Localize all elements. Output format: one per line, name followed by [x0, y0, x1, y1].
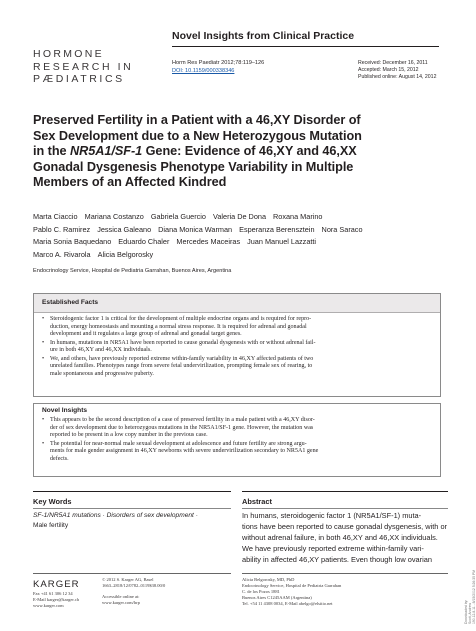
list-item-line: development and it regulates a large group of adrenal and gonadal target genes.: [50, 331, 242, 338]
novel-insights-list: [34, 417, 440, 464]
footer-rule-right: [242, 573, 448, 574]
journal-name-line3: PÆDIATRICS: [33, 73, 125, 86]
author-row: [33, 249, 370, 262]
correspondence-block: [242, 577, 341, 607]
section-label: Novel Insights from Clinical Practice: [172, 30, 355, 42]
established-facts-list: [34, 316, 440, 379]
correspondence-name: Alicia Belgorosky, MD, PhD: [242, 577, 295, 582]
title-line: Sex Development due to a New Heterozygous Mutation: [33, 128, 362, 143]
author-name: Pablo C. Ramirez: [33, 224, 91, 234]
correspondence-line: C. de los Pozos 1881: [242, 589, 280, 594]
gene-name: NR5A1/SF-1: [70, 144, 143, 158]
list-item-line: This appears to be the second description of a case of preserved fertility in a male patient with a 46,XY disor-: [50, 417, 315, 423]
author-name: Valeria De Dona: [213, 212, 266, 221]
author-name: Alicia Belgorosky: [97, 249, 154, 259]
author-row: [33, 236, 370, 249]
correspondence-line: Endocrinology Service, Hospital de Pediatria Garrahan: [242, 583, 342, 588]
keywords-heading: Key Words: [33, 497, 72, 506]
list-item-line: male spontaneous and progressive puberty.: [50, 371, 154, 378]
box-header: [34, 404, 440, 417]
title-line: Members of an Affected Kindred: [33, 175, 227, 189]
list-item-line: ments for male gender assignment in 46,XY newborns with severe undervirilization secondary to NR5A1 gene: [50, 448, 319, 455]
citation-block: [172, 60, 264, 76]
abstract-line: In humans, steroidogenic factor 1 (NR5A1/SF-1) muta-: [242, 511, 422, 520]
journal-url[interactable]: www.karger.com/hrp: [102, 600, 140, 605]
abstract-line: ability in affected 46,XY patients. Even though low ovarian: [242, 554, 432, 564]
copyright-line: © 2012 S. Karger AG, Basel: [102, 577, 154, 582]
download-stamp-line: Downloaded by:: [464, 599, 468, 624]
journal-name-line2: RESEARCH IN: [33, 60, 134, 73]
author-name: Marco A. Rivarola: [33, 249, 91, 259]
citation: Horm Res Paediatr 2012;78:119–126: [172, 60, 265, 66]
publisher-logo: KARGER: [33, 579, 80, 590]
bullet-icon: •: [42, 440, 45, 447]
correspondence-line: Buenos Aires C1245AAM (Argentina): [242, 595, 312, 600]
copyright-block: [102, 577, 165, 606]
keywords-line: Male fertility: [33, 522, 69, 530]
established-facts-heading: Established Facts: [42, 299, 99, 306]
list-item: [42, 440, 430, 464]
list-item-line: ure in both 46,XY and 46,XX individuals.: [50, 347, 152, 354]
bullet-icon: •: [42, 417, 45, 423]
title-line: in the NR5A1/SF-1 Gene: Evidence of 46,XY and 46,XX: [33, 144, 357, 158]
title-line: Gonadal Dysgenesis Phenotype Variability in Multiple: [33, 159, 354, 174]
author-name: Marta Ciaccio: [33, 212, 78, 221]
list-item-line: We, and others, have previously reported extreme within-family variability in 46,XY affected patients of two: [50, 355, 314, 362]
article-title: [33, 113, 453, 191]
list-item-line: der of sex development due to heterozygous mutations in the NR5A1/SF-1 gene. However, the mutation was: [50, 424, 314, 431]
list-item-line: unrelated families. Phenotypes range from severe fetal undervirilization, prompting female sex of rearing, to: [50, 363, 313, 370]
published-date: Published online: August 14, 2012: [358, 73, 437, 80]
received-date: Received: December 16, 2011: [358, 60, 428, 66]
author-name: Mercedes Maceiras: [176, 237, 241, 247]
keywords-subrule: [33, 508, 231, 509]
download-stamp-line: Scott, Andrew: [468, 603, 472, 624]
list-item-line: Steroidogenic factor 1 is critical for the development of multiple endocrine organs and is required for repro-: [50, 316, 312, 322]
list-item-line: duction, energy homeostasis and mounting a normal stress response. It is required for adrenal and gonadal: [50, 323, 307, 330]
abstract-line: without adrenal failure, in both 46,XY and 46,XX individuals.: [242, 532, 438, 542]
bullet-icon: •: [42, 339, 45, 346]
list-item-line: defects.: [50, 456, 69, 463]
publisher-fax: Fax +41 61 306 12 34: [33, 591, 73, 596]
author-name: Juan Manuel Lazzatti: [247, 237, 317, 247]
author-name: Jessica Galeano: [97, 224, 152, 234]
title-line: Preserved Fertility in a Patient with a 46,XY Disorder of: [33, 113, 361, 127]
publisher-contact: [33, 591, 79, 609]
established-facts-box: [33, 293, 441, 397]
novel-insights-heading: Novel Insights: [42, 407, 88, 414]
author-list: [33, 211, 370, 261]
author-name: Esperanza Berensztein: [239, 224, 315, 234]
keywords-line: SF-1/NR5A1 mutations · Disorders of sex development ·: [33, 512, 198, 519]
author-row: [33, 211, 370, 224]
footer-rule: [33, 573, 231, 574]
publisher-website[interactable]: www.karger.com: [33, 603, 64, 608]
author-name: Maria Sonia Baquedano: [33, 237, 112, 247]
bullet-icon: •: [42, 355, 45, 362]
author-row: [33, 224, 370, 237]
download-stamp: [460, 540, 474, 625]
author-name: Diana Monica Warman: [158, 224, 233, 234]
section-rule: [172, 46, 439, 47]
abstract-subrule: [242, 508, 448, 509]
bullet-icon: •: [42, 316, 45, 322]
access-label: Accessible online at:: [102, 594, 140, 599]
download-stamp-text: [464, 570, 476, 624]
abstract-body: [242, 511, 448, 566]
list-item: [42, 355, 430, 379]
list-item-line: The potential for near-normal male sexual development at adolescence and future fertility are strong argu-: [50, 440, 307, 447]
accepted-date: Accepted: March 15, 2012: [358, 66, 419, 73]
list-item-line: In humans, mutations in NR5A1 have been reported to cause gonadal dysgenesis with or without adrenal fail-: [50, 339, 316, 346]
abstract-heading: Abstract: [242, 497, 272, 506]
keywords-text: [33, 511, 198, 531]
novel-insights-box: [33, 403, 441, 477]
correspondence-contact[interactable]: Tel. +54 11 4308 0034, E-Mail abelgo@elsitio.net: [242, 601, 333, 606]
issn-line: 1663–2818/12/0782–0119$38.00/0: [102, 583, 166, 588]
publisher-email[interactable]: E-Mail karger@karger.ch: [33, 597, 79, 602]
doi-link[interactable]: DOI: 10.1159/000338346: [172, 67, 235, 74]
abstract-rule: [242, 491, 448, 492]
journal-name-line1: HORMONE: [33, 48, 104, 60]
keywords-rule: [33, 491, 231, 492]
author-name: Eduardo Chaler: [118, 237, 170, 247]
author-name: Roxana Marino: [273, 212, 323, 221]
list-item: [42, 316, 430, 339]
author-name: Gabriela Guercio: [150, 212, 206, 221]
download-stamp-line: 190.12.8.11 - 8/15/2012 5:26:35 PM: [472, 569, 476, 624]
article-dates: [358, 60, 436, 80]
list-item: [42, 417, 430, 440]
author-name: Mariana Costanzo: [84, 212, 144, 221]
journal-logo: [33, 48, 133, 86]
abstract-line: tions have been reported to cause gonadal dysgenesis, with or: [242, 521, 448, 531]
list-item-line: reported to be present in a low copy number in the previous case.: [50, 432, 208, 439]
list-item: [42, 339, 430, 355]
abstract-line: We have previously reported extreme within-family vari-: [242, 543, 424, 553]
author-name: Nora Saraco: [321, 224, 363, 234]
affiliation: Endocrinology Service, Hospital de Pediatria Garrahan, Buenos Aires, Argentina: [33, 268, 232, 274]
